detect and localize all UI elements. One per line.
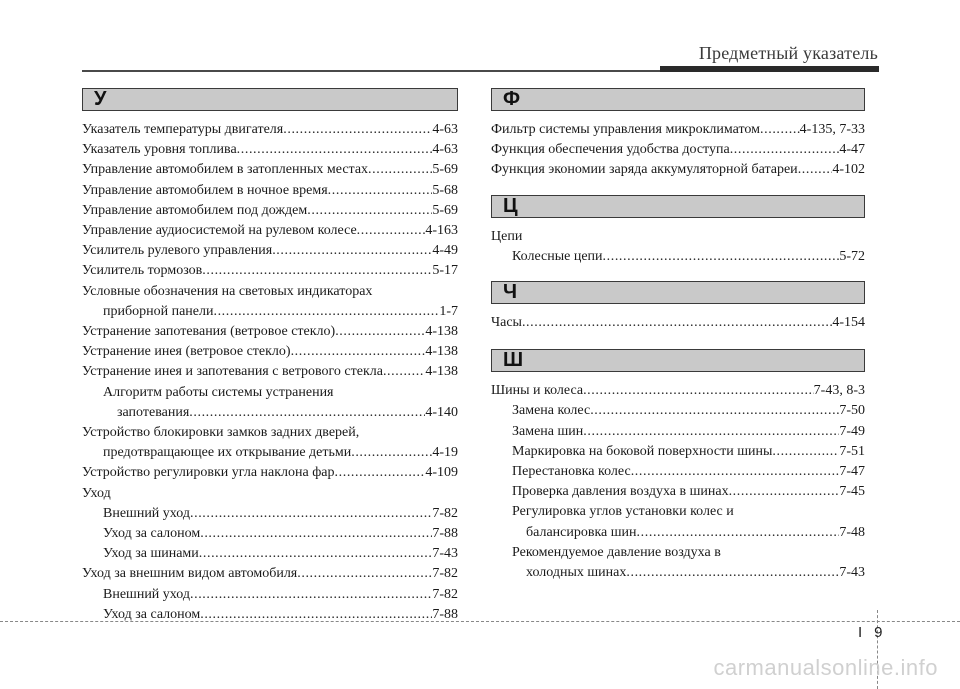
index-entry-page: 7-48 xyxy=(839,524,865,540)
index-entry-leader xyxy=(583,381,814,401)
index-entry xyxy=(82,140,458,160)
index-entry-term: Перестановка колес xyxy=(512,464,631,480)
index-entry-term: Внешний уход xyxy=(103,586,190,602)
index-entry-term: Управление аудиосистемой на рулевом колесе xyxy=(82,223,357,239)
index-entry xyxy=(82,463,458,483)
index-entry xyxy=(82,423,458,443)
index-entry-leader xyxy=(200,524,432,544)
index-entry-page: 7-88 xyxy=(432,606,458,622)
index-entry-leader xyxy=(297,564,432,584)
index-entry-term: холодных шинах xyxy=(526,565,627,581)
index-entry-page: 4-63 xyxy=(432,122,458,137)
index-entry-page: 7-43, 8-3 xyxy=(813,383,865,399)
index-entry xyxy=(491,140,865,160)
index-entry-term: Указатель температуры двигателя xyxy=(82,122,284,137)
index-entry-page: 5-69 xyxy=(432,162,458,178)
index-entry-page: 4-49 xyxy=(432,243,458,259)
index-entry-page: 7-88 xyxy=(432,526,458,542)
index-entry-page: 7-45 xyxy=(839,484,865,500)
index-entry-page: 4-138 xyxy=(425,344,458,360)
index-entry-page: 4-138 xyxy=(425,364,458,380)
index-entry-page: 4-163 xyxy=(425,223,458,239)
index-entry xyxy=(82,302,458,322)
index-entry xyxy=(82,120,458,140)
index-entry-leader xyxy=(237,140,433,160)
index-entries-sh xyxy=(491,381,865,583)
index-entry xyxy=(82,564,458,584)
index-entry-leader xyxy=(283,120,432,140)
index-entry-leader xyxy=(357,221,426,241)
index-entry-page: 1-7 xyxy=(439,303,458,319)
index-entry-page: 4-138 xyxy=(425,324,458,340)
index-entry-term: Функция обеспечения удобства доступа xyxy=(491,142,730,158)
index-entry-leader xyxy=(200,605,432,625)
index-entry-page: 4-19 xyxy=(432,445,458,461)
index-entry xyxy=(491,563,865,583)
index-entry-page: 7-49 xyxy=(839,423,865,439)
index-entry-leader xyxy=(631,462,840,482)
index-entry-leader xyxy=(760,120,800,140)
index-entry-term: запотевания xyxy=(117,404,190,420)
index-entry-term: Уход за шинами xyxy=(103,546,199,562)
index-entry-leader xyxy=(190,585,432,605)
index-entry-leader xyxy=(626,563,839,583)
index-entry xyxy=(82,181,458,201)
index-entry xyxy=(491,502,865,522)
index-entry xyxy=(82,362,458,382)
index-entry-term: Управление автомобилем в ночное время xyxy=(82,182,328,198)
index-entry xyxy=(491,442,865,462)
index-column-left xyxy=(82,88,458,625)
index-entry-page: 7-50 xyxy=(839,403,865,419)
index-entry-leader xyxy=(383,362,425,382)
index-entry-term: Рекомендуемое давление воздуха в xyxy=(512,544,721,560)
index-entry-term: Усилитель рулевого управления xyxy=(82,243,273,259)
index-entry xyxy=(82,605,458,625)
index-entry xyxy=(491,523,865,543)
index-entry-term: Устранение инея (ветровое стекло) xyxy=(82,344,291,360)
index-entry xyxy=(491,543,865,563)
chapter-number: I xyxy=(858,624,863,641)
index-entry-leader xyxy=(202,261,432,281)
index-entry-page: 5-69 xyxy=(432,202,458,218)
index-entry-leader xyxy=(190,504,432,524)
index-entry-leader xyxy=(637,523,840,543)
index-entry-page: 7-82 xyxy=(432,566,458,582)
index-entry-leader xyxy=(307,201,432,221)
page-number xyxy=(858,624,883,641)
index-entry xyxy=(82,282,458,302)
index-entry-page: 4-47 xyxy=(839,142,865,158)
index-entry xyxy=(82,585,458,605)
index-entry-term: Внешний уход xyxy=(103,505,190,521)
index-entry-page: 5-68 xyxy=(432,182,458,198)
index-entry xyxy=(82,322,458,342)
index-entry-page: 4-135, 7-33 xyxy=(799,122,865,137)
index-entry-term: Уход за салоном xyxy=(103,526,201,542)
index-entry xyxy=(491,313,865,333)
index-entry-term: Уход за салоном xyxy=(103,606,201,622)
index-entry-leader xyxy=(213,302,439,322)
section-header-ts: Ц xyxy=(491,195,865,218)
index-entries-f xyxy=(491,120,865,181)
index-entry-page: 7-43 xyxy=(432,546,458,562)
index-entry xyxy=(82,160,458,180)
index-entry xyxy=(82,524,458,544)
index-entry-term: Условные обозначения на световых индикаторах xyxy=(82,283,373,299)
index-entry-leader xyxy=(351,443,432,463)
index-entry-page: 7-82 xyxy=(432,505,458,521)
index-entry-page: 4-109 xyxy=(425,465,458,481)
index-entry-term: Замена колес xyxy=(512,403,591,419)
footer-rule xyxy=(0,621,960,622)
index-entry-leader xyxy=(798,160,833,180)
index-entry xyxy=(491,401,865,421)
index-entry-term: Колесные цепи xyxy=(512,248,603,264)
index-entry-page: 7-82 xyxy=(432,586,458,602)
index-entry-leader xyxy=(772,442,839,462)
index-entry-term: Часы xyxy=(491,315,522,331)
index-entries-ch xyxy=(491,313,865,333)
page-number-value: 9 xyxy=(874,624,883,641)
index-entry xyxy=(491,247,865,267)
index-entry-leader xyxy=(291,342,426,362)
index-entry-page: 5-72 xyxy=(839,248,865,264)
index-entry-page: 7-47 xyxy=(839,464,865,480)
index-entry xyxy=(491,462,865,482)
index-entry-term: Устранение запотевания (ветровое стекло) xyxy=(82,324,336,340)
index-entry-leader xyxy=(272,241,432,261)
index-entry-leader xyxy=(730,140,840,160)
index-entry-term: Устройство регулировки угла наклона фар xyxy=(82,465,335,481)
section-header-f: Ф xyxy=(491,88,865,111)
index-entry-term: Уход xyxy=(82,485,111,501)
index-entry-term: Устранение инея и запотевания с ветрового стекла xyxy=(82,364,383,380)
index-entry-term: Замена шин xyxy=(512,423,584,439)
index-entry xyxy=(491,422,865,442)
index-entry-term: Усилитель тормозов xyxy=(82,263,203,279)
index-entry-term: Управление автомобилем под дождем xyxy=(82,202,308,218)
index-entry xyxy=(82,342,458,362)
index-entry-leader xyxy=(199,544,433,564)
index-entry-page: 4-140 xyxy=(425,404,458,420)
index-entry-term: Регулировка углов установки колес и xyxy=(512,504,734,520)
index-entry-page: 5-17 xyxy=(432,263,458,279)
index-column-right xyxy=(491,88,865,583)
index-entry-leader xyxy=(583,422,839,442)
index-entry xyxy=(82,484,458,504)
index-entry-term: Шины и колеса xyxy=(491,383,584,399)
page-header-title: Предметный указатель xyxy=(698,43,878,63)
index-entry-term: Фильтр системы управления микроклиматом xyxy=(491,122,761,137)
index-entry xyxy=(82,261,458,281)
header-rule-accent xyxy=(660,66,879,72)
index-entry-term: Устройство блокировки замков задних дверей, xyxy=(82,425,360,441)
index-entry-term: приборной панели xyxy=(103,303,214,319)
index-entry-term: Уход за внешним видом автомобиля xyxy=(82,566,298,582)
index-entry-term: Алгоритм работы системы устранения xyxy=(103,384,334,400)
index-entry-leader xyxy=(522,313,832,333)
watermark: carmanualsonline.info xyxy=(713,655,938,680)
index-entry xyxy=(82,221,458,241)
index-entries-ts xyxy=(491,227,865,267)
index-entry-leader xyxy=(328,181,433,201)
index-entry-page: 4-63 xyxy=(432,142,458,158)
index-entry-page: 7-51 xyxy=(839,443,865,459)
index-entry-leader xyxy=(603,247,840,267)
index-entry-term: Маркировка на боковой поверхности шины xyxy=(512,443,773,459)
index-entry xyxy=(491,160,865,180)
index-entry xyxy=(82,383,458,403)
index-entry xyxy=(82,504,458,524)
index-entry-leader xyxy=(590,401,839,421)
section-header-u: У xyxy=(82,88,458,111)
index-entry-leader xyxy=(335,463,426,483)
section-header-ch: Ч xyxy=(491,281,865,304)
index-entry xyxy=(82,201,458,221)
index-entry-page: 4-102 xyxy=(832,162,865,178)
index-entries-u xyxy=(82,120,458,625)
section-header-sh: Ш xyxy=(491,349,865,372)
index-entry xyxy=(491,120,865,140)
index-entry xyxy=(491,381,865,401)
index-entry xyxy=(491,227,865,247)
index-entry-term: предотвращающее их открывание детьми xyxy=(103,445,352,461)
index-entry-term: Проверка давления воздуха в шинах xyxy=(512,484,729,500)
index-entry-term: балансировка шин xyxy=(526,524,637,540)
index-entry-term: Управление автомобилем в затопленных местах xyxy=(82,162,369,178)
index-entry-term: Указатель уровня топлива xyxy=(82,142,237,158)
index-entry-leader xyxy=(335,322,425,342)
index-entry-term: Функция экономии заряда аккумуляторной батареи xyxy=(491,162,798,178)
index-entry xyxy=(82,241,458,261)
index-entry xyxy=(82,544,458,564)
index-entry xyxy=(82,443,458,463)
index-entry-page: 4-154 xyxy=(832,315,865,331)
index-entry-leader xyxy=(189,403,425,423)
index-entry-leader xyxy=(729,482,840,502)
index-entry xyxy=(82,403,458,423)
index-entry-page: 7-43 xyxy=(839,565,865,581)
index-entry-term: Цепи xyxy=(491,228,523,244)
index-entry xyxy=(491,482,865,502)
index-entry-leader xyxy=(368,160,432,180)
